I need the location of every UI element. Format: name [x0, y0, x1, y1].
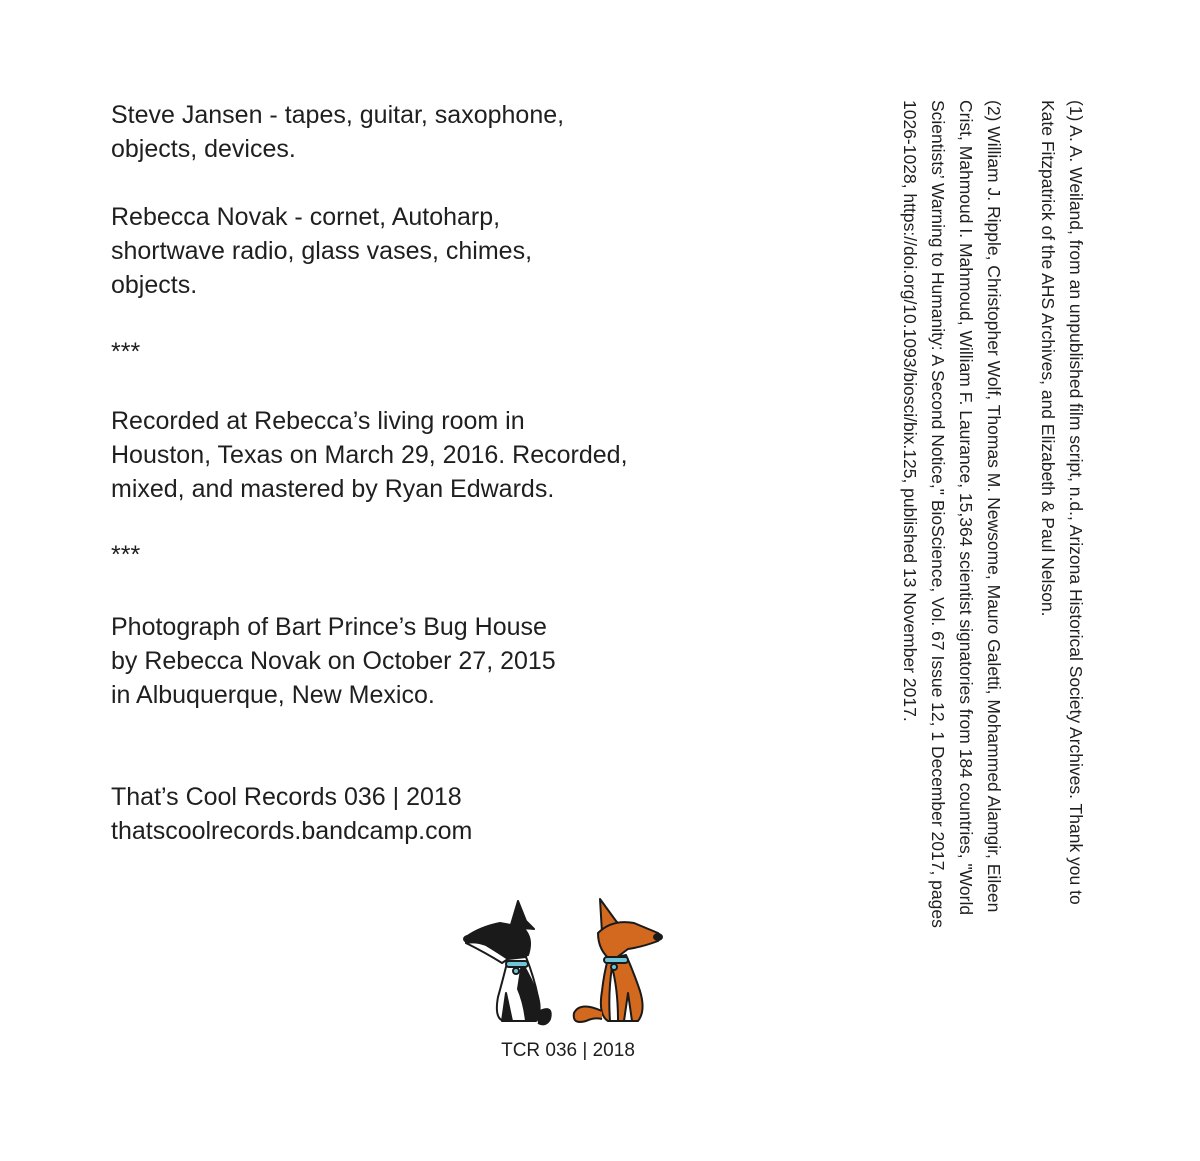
- separator-stars: ***: [111, 541, 141, 569]
- footnote-2-line: Crist, Mahmoud I. Mahmoud, William F. Laurance, 15,364 scientist signatories from 184 countries, "World: [956, 100, 976, 916]
- separator-stars: ***: [111, 338, 141, 366]
- photo-credit: Photograph of Bart Prince’s Bug House by Rebecca Novak on October 27, 2015 in Albuquerque, New Mexico.: [111, 613, 556, 709]
- catalog-number: That’s Cool Records 036 | 2018: [111, 783, 462, 811]
- footnote-2-line: 1026-1028, https://doi.org/10.1093/biosci/bix.125, published 13 November 2017.: [900, 100, 920, 722]
- label-website: thatscoolrecords.bandcamp.com: [111, 817, 473, 845]
- footnote-1: [1034, 100, 1090, 905]
- footnote-1-line: Kate Fitzpatrick of the AHS Archives, and Elizabeth & Paul Nelson.: [1038, 100, 1058, 617]
- catalog-code: TCR 036 | 2018: [501, 1040, 635, 1061]
- label-info: [111, 780, 472, 848]
- credit-steve-jansen: Steve Jansen - tapes, guitar, saxophone, objects, devices.: [111, 101, 565, 163]
- black-dog-icon: [464, 901, 551, 1024]
- dogs-logo-icon: [462, 893, 672, 1028]
- footnote-2-line: (2) William J. Ripple, Christopher Wolf, Thomas M. Newsome, Mauro Galetti, Mohammed Alamgir, Eileen: [984, 100, 1004, 913]
- footnote-2: [896, 100, 1008, 928]
- orange-dog-icon: [574, 899, 662, 1022]
- footnote-1-line: (1) A. A. Weiland, from an unpublished film script, n.d., Arizona Historical Society Archives. Thank you to: [1066, 100, 1086, 905]
- recording-note: Recorded at Rebecca’s living room in Houston, Texas on March 29, 2016. Recorded, mixed, and mastered by Ryan Edwards.: [111, 407, 628, 503]
- footnote-2-line: Scientists’ Warning to Humanity: A Second Notice," BioScience, Vol. 67 Issue 12, 1 December 2017, pages: [928, 100, 948, 928]
- credit-rebecca-novak: Rebecca Novak - cornet, Autoharp, shortwave radio, glass vases, chimes, objects.: [111, 203, 533, 299]
